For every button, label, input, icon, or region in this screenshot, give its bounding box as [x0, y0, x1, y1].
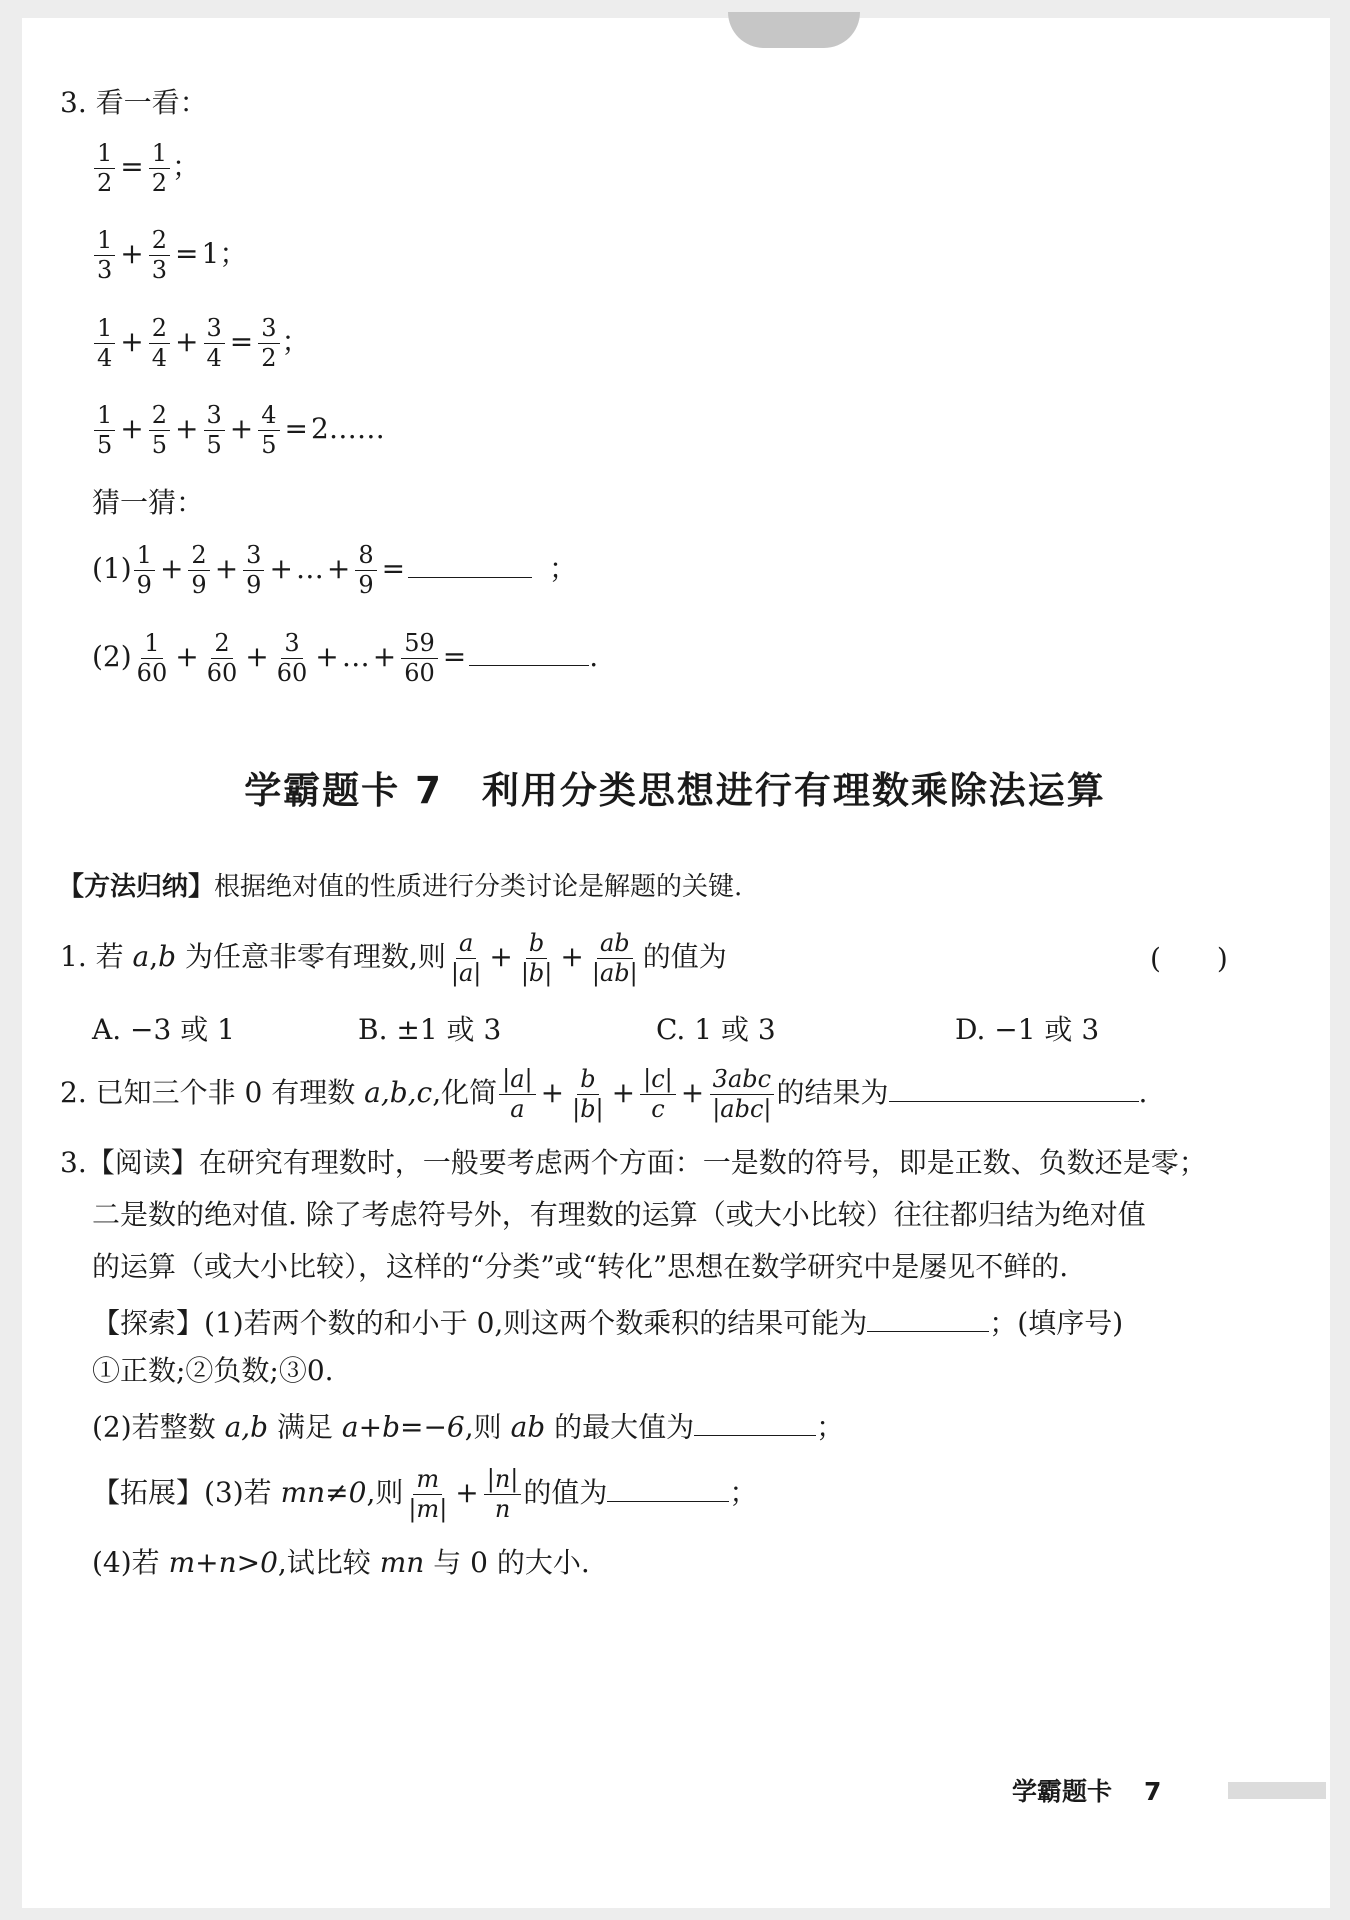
footer-decoration: [1228, 1782, 1326, 1799]
fraction: $\frac{|n|}{n}$: [484, 1466, 522, 1523]
look-line-4: $\frac{1}{5}$ + $\frac{2}{5}$ + $\frac{3}{5}$ + $\frac{4}{5}$ = 2……: [92, 402, 385, 459]
explore-1: 【探索】(1)若两个数的和小于 0,则这两个数乘积的结果可能为 ；(填序号): [92, 1302, 1123, 1340]
read-line-3: 的运算（或大小比较），这样的“分类”或“转化”思想在数学研究中是屡见不鲜的.: [92, 1250, 1069, 1283]
look-line-2: $\frac{1}{3}$ + $\frac{2}{3}$ = 1；: [92, 227, 247, 284]
answer-blank[interactable]: [469, 635, 589, 665]
answer-paren[interactable]: ( ): [1150, 942, 1228, 975]
explore-2: (2)若整数 a,b 满足 a+b=−6,则 ab 的最大值为 ；: [92, 1406, 844, 1444]
page-footer: [1012, 1772, 1161, 1808]
q3-look-heading: 3. 看一看：: [60, 86, 208, 119]
answer-blank[interactable]: [867, 1302, 989, 1332]
fraction: $\frac{1}{2}$: [149, 140, 170, 197]
fraction: $\frac{3}{5}$: [204, 402, 225, 459]
read-line-2: 二是数的绝对值. 除了考虑符号外，有理数的运算（或大小比较）往往都归结为绝对值: [92, 1198, 1146, 1231]
fraction: $\frac{2}{60}$: [206, 629, 238, 687]
look-line-1: $\frac{1}{2}$ = $\frac{1}{2}$ ；: [92, 140, 200, 197]
fraction: $\frac{1}{3}$: [94, 227, 115, 284]
method-tag: 【方法归纳】: [58, 872, 215, 902]
fraction: $\frac{2}{3}$: [149, 227, 170, 284]
read-line-1: 3.【阅读】在研究有理数时，一般要考虑两个方面：一是数的符号，即是正数、负数还是零；: [60, 1146, 1207, 1179]
fraction: $\frac{|c|}{c}$: [640, 1066, 676, 1123]
option-a[interactable]: A. −3 或 1: [92, 1013, 235, 1046]
page-number: 7: [1144, 1777, 1162, 1806]
method-summary: [58, 872, 742, 903]
problem-1: 1. 若 a,b 为任意非零有理数,则 $\frac{a}{|a|}$ + $\frac{b}{|b|}$ + $\frac{ab}{|ab|}$ 的值为: [60, 929, 727, 987]
footer-label: 学霸题卡: [1012, 1777, 1113, 1806]
fraction: $\frac{2}{9}$: [188, 542, 209, 599]
answer-blank[interactable]: [694, 1406, 816, 1436]
fraction: $\frac{b}{|b|}$: [520, 929, 553, 987]
method-text: 根据绝对值的性质进行分类讨论是解题的关键.: [214, 872, 743, 902]
extend-3: 【拓展】(3)若 mn≠0,则 $\frac{m}{|m|}$ + $\frac{|n|}{n}$ 的值为 ；: [92, 1465, 758, 1523]
guess-label: 猜一猜：: [92, 486, 205, 519]
option-b[interactable]: B. ±1 或 3: [358, 1013, 502, 1046]
fraction: $\frac{3}{4}$: [204, 315, 225, 372]
fraction: $\frac{1}{60}$: [136, 629, 168, 687]
fraction: $\frac{m}{|m|}$: [408, 1465, 448, 1523]
fraction: $\frac{3}{9}$: [243, 542, 264, 599]
answer-blank[interactable]: [408, 547, 532, 577]
answer-blank[interactable]: [889, 1071, 1139, 1101]
fraction: $\frac{1}{5}$: [94, 402, 115, 459]
section-title: 学霸题卡 7 利用分类思想进行有理数乘除法运算: [244, 769, 1106, 812]
fraction: $\frac{59}{60}$: [401, 630, 438, 687]
fraction: $\frac{a}{|a|}$: [450, 929, 482, 987]
fraction: $\frac{3}{2}$: [258, 315, 279, 372]
fraction: $\frac{4}{5}$: [258, 402, 279, 459]
problem-2: 2. 已知三个非 0 有理数 a,b,c,化简 $\frac{|a|}{a}$ + $\frac{b}{|b|}$ + $\frac{|c|}{c}$ + $\frac{\text{3abc}}{\text{|abc|}}$ 的结果为 .: [60, 1065, 1148, 1123]
fraction: $\frac{|a|}{a}$: [499, 1066, 535, 1123]
fraction: $\frac{\text{3abc}}{\text{|abc|}}$: [709, 1066, 774, 1123]
option-c[interactable]: C. 1 或 3: [656, 1013, 776, 1046]
fraction: $\frac{1}{4}$: [94, 315, 115, 372]
explore-1-options: ①正数;②负数;③0.: [92, 1354, 334, 1387]
guess-line-2: (2) $\frac{1}{60}$ + $\frac{2}{60}$ + $\frac{3}{60}$ + … + $\frac{59}{60}$ = .: [92, 629, 599, 687]
fraction: $\frac{1}{2}$: [94, 140, 115, 197]
answer-blank[interactable]: [607, 1471, 729, 1501]
fraction: $\frac{3}{60}$: [276, 629, 308, 687]
look-line-3: $\frac{1}{4}$ + $\frac{2}{4}$ + $\frac{3}{4}$ = $\frac{3}{2}$ ；: [92, 315, 310, 372]
fraction: $\frac{1}{9}$: [134, 542, 155, 599]
option-d[interactable]: D. −1 或 3: [955, 1013, 1100, 1046]
fraction: $\frac{2}{4}$: [149, 315, 170, 372]
fraction: $\frac{ab}{|ab|}$: [591, 929, 638, 987]
fraction: $\frac{2}{5}$: [149, 402, 170, 459]
extend-4: (4)若 m+n>0,试比较 mn 与 0 的大小.: [92, 1546, 590, 1579]
fraction: $\frac{b}{|b|}$: [572, 1065, 604, 1123]
guess-line-1: (1) $\frac{1}{9}$ + $\frac{2}{9}$ + $\frac{3}{9}$ + … + $\frac{8}{9}$ = ；: [92, 541, 578, 599]
scan-edge-shadow: [728, 12, 860, 48]
fraction: $\frac{8}{9}$: [355, 542, 376, 599]
